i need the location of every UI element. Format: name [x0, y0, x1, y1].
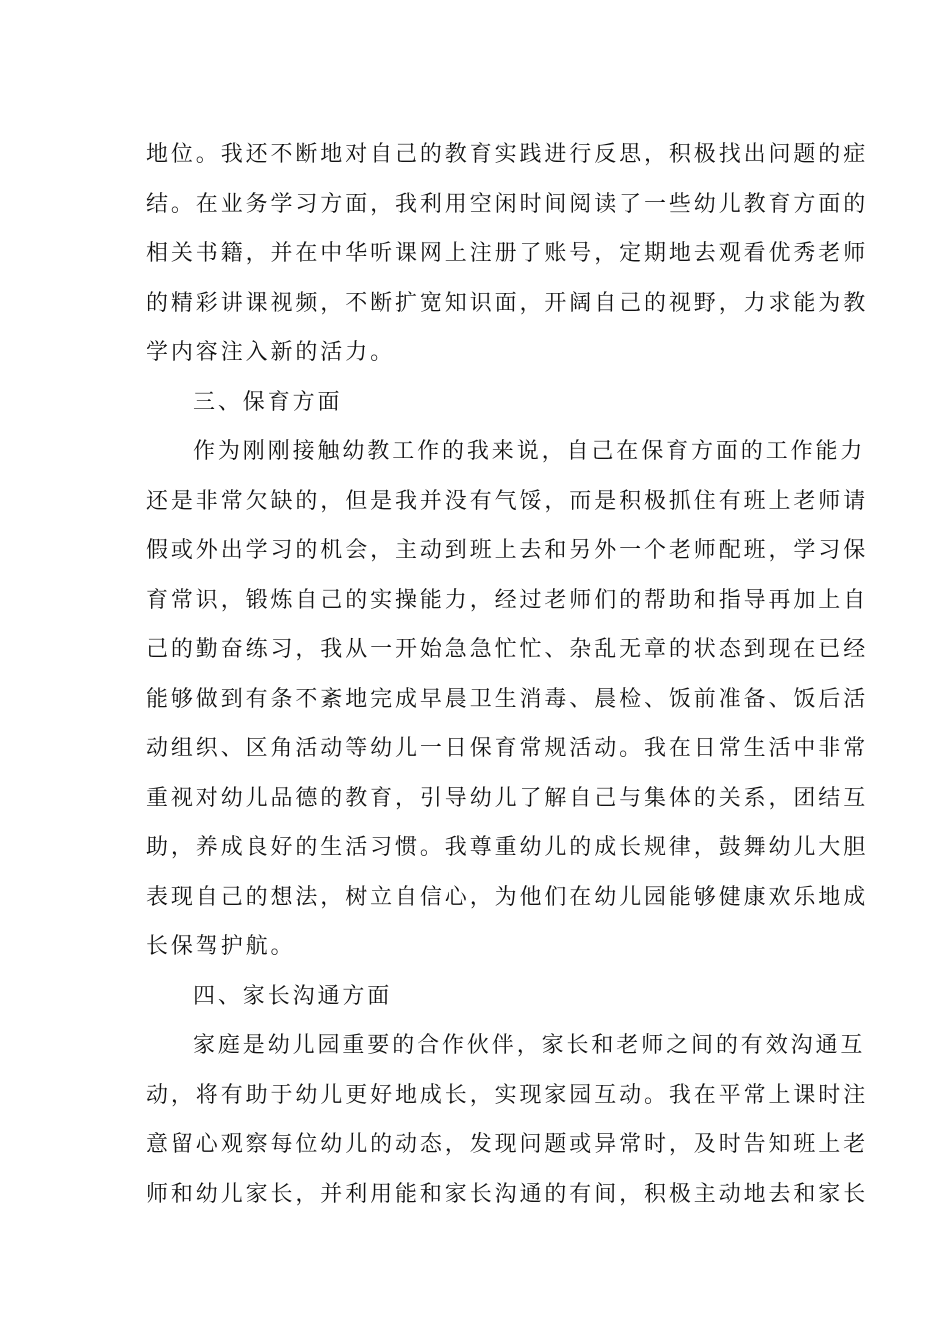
text-line: 表现自己的想法，树立自信心，为他们在幼儿园能够健康欢乐地成 [146, 884, 869, 910]
text-line: 能够做到有条不紊地完成早晨卫生消毒、晨检、饭前准备、饭后活 [146, 686, 869, 712]
text-line: 三、保育方面 [193, 389, 343, 415]
text-line: 动组织、区角活动等幼儿一日保育常规活动。我在日常生活中非常 [146, 736, 869, 761]
text-line: 助，养成良好的生活习惯。我尊重幼儿的成长规律，鼓舞幼儿大胆 [146, 835, 869, 860]
text-line: 己的勤奋练习，我从一开始急急忙忙、杂乱无章的状态到现在已经 [146, 637, 869, 662]
text-line: 意留心观察每位幼儿的动态，发现问题或异常时，及时告知班上老 [146, 1132, 869, 1157]
text-line: 育常识，锻炼自己的实操能力，经过老师们的帮助和指导再加上自 [146, 587, 869, 613]
text-line: 的精彩讲课视频，不断扩宽知识面，开阔自己的视野，力求能为教 [146, 290, 869, 316]
text-line: 家庭是幼儿园重要的合作伙伴，家长和老师之间的有效沟通互 [193, 1033, 866, 1058]
text-line: 地位。我还不断地对自己的教育实践进行反思，积极找出问题的症 [146, 142, 869, 167]
text-line: 作为刚刚接触幼教工作的我来说，自己在保育方面的工作能力 [193, 439, 866, 464]
text-line: 学内容注入新的活力。 [146, 340, 396, 365]
text-line: 师和幼儿家长，并利用能和家长沟通的有间，积极主动地去和家长 [146, 1181, 869, 1207]
text-line: 重视对幼儿品德的教育，引导幼儿了解自己与集体的关系，团结互 [146, 785, 869, 811]
text-line: 结。在业务学习方面，我利用空闲时间阅读了一些幼儿教育方面的 [146, 191, 869, 217]
body-text [146, 130, 869, 1219]
text-line: 长保驾护航。 [146, 934, 296, 959]
text-line: 还是非常欠缺的，但是我并没有气馁，而是积极抓住有班上老师请 [146, 488, 869, 514]
text-line: 动，将有助于幼儿更好地成长，实现家园互动。我在平常上课时注 [146, 1082, 869, 1108]
text-line: 四、家长沟通方面 [193, 983, 393, 1009]
text-line: 相关书籍，并在中华听课网上注册了账号，定期地去观看优秀老师 [146, 241, 869, 266]
text-line: 假或外出学习的机会，主动到班上去和另外一个老师配班，学习保 [146, 538, 869, 563]
